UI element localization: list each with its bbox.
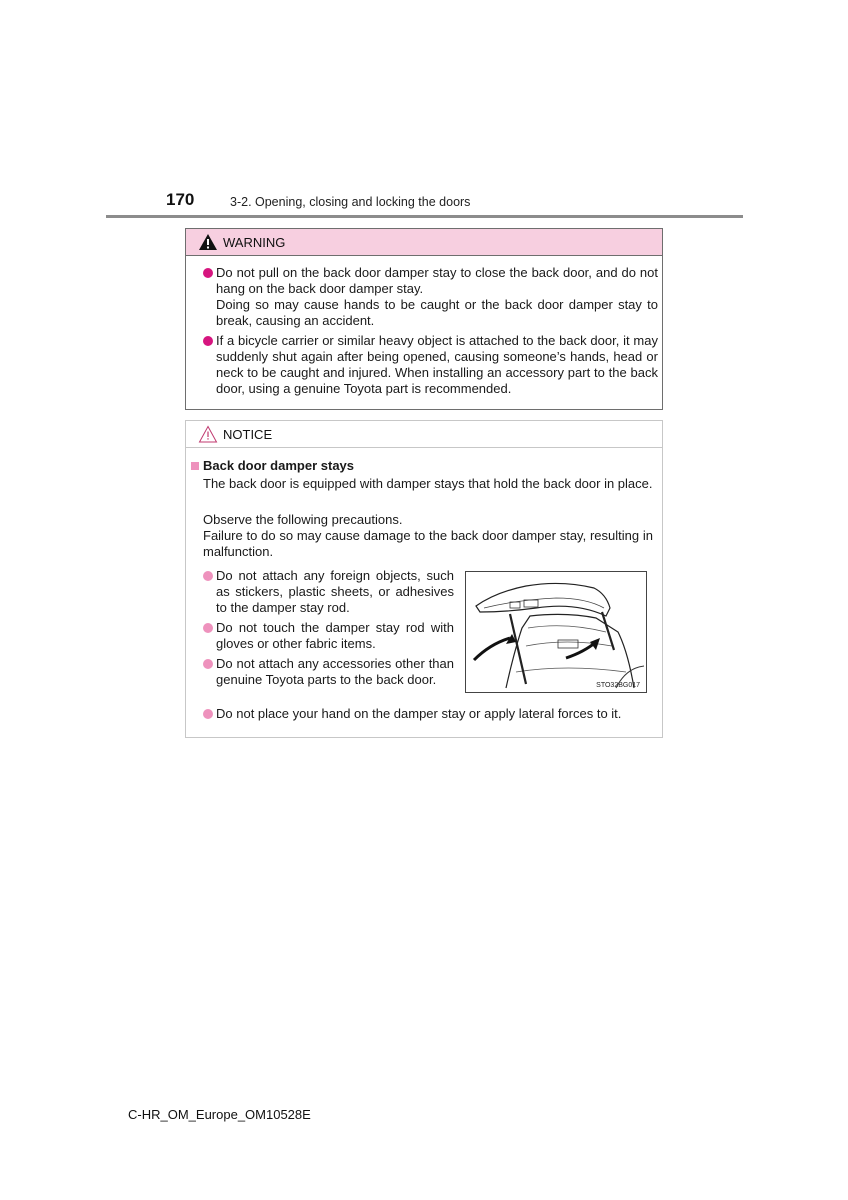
figure-code: STO32BG017 [596,682,640,689]
notice-box [185,420,663,738]
back-door-damper-figure [465,571,647,693]
square-bullet-icon [191,462,199,470]
notice-bullet-2 [202,620,454,652]
warning-box [185,228,663,410]
notice-header [186,421,662,448]
notice-bullet-4-text: Do not place your hand on the damper stay or apply lateral forces to it. [216,706,622,721]
notice-bullet-dot [203,709,213,719]
notice-label: NOTICE [223,426,273,442]
notice-paragraph-1: The back door is equipped with damper stays that hold the back door in place. [203,476,653,491]
section-title: 3-2. Opening, closing and locking the doors [230,195,471,209]
notice-bullet-1-text: Do not attach any foreign objects, such as stickers, plastic sheets, or adhesives to the damper stay rod. [216,568,454,615]
warning-triangle-icon [198,233,218,251]
notice-subheading [191,458,354,473]
page-number: 170 [166,190,195,209]
notice-bullet-1 [202,568,454,616]
notice-bullet-3-text: Do not attach any accessories other than genuine Toyota parts to the back door. [216,656,454,687]
notice-bullet-dot [203,659,213,669]
notice-last-bullet [202,706,658,722]
notice-paragraph-2: Observe the following precautions. [203,512,403,527]
warning-bullet-1-text: Do not pull on the back door damper stay to close the back door, and do not hang on the back door damper stay. [216,265,658,296]
document-id: C-HR_OM_Europe_OM10528E [128,1107,311,1122]
notice-bullet-4 [202,706,658,722]
notice-subheading-text: Back door damper stays [203,458,355,473]
notice-bullet-3 [202,656,454,688]
notice-bullet-2-text: Do not touch the damper stay rod with gloves or other fabric items. [216,620,454,651]
notice-bullet-dot [203,571,213,581]
warning-bullet-2-text: If a bicycle carrier or similar heavy object is attached to the back door, it may suddenly shut again after being opened, causing someone’s hands, head or neck to be caught and injured. When installing an accessory part to the back door, using a genuine Toyota part is recommended. [216,333,658,396]
notice-bullet-dot [203,623,213,633]
warning-bullet-dot [203,268,213,278]
warning-body [202,265,658,397]
warning-bullet-dot [203,336,213,346]
notice-triangle-outline-icon [198,425,218,443]
warning-header [186,229,662,256]
warning-bullet-2 [202,333,658,397]
warning-bullet-1 [202,265,658,329]
warning-bullet-1-text-2: Doing so may cause hands to be caught or the back door damper stay to break, causing an accident. [216,297,658,328]
notice-paragraph-3: Failure to do so may cause damage to the back door damper stay, resulting in malfunction. [203,528,653,559]
notice-bullet-list [202,568,454,692]
header-rule [106,215,743,218]
warning-label: WARNING [223,234,286,250]
back-door-illustration [466,572,646,692]
